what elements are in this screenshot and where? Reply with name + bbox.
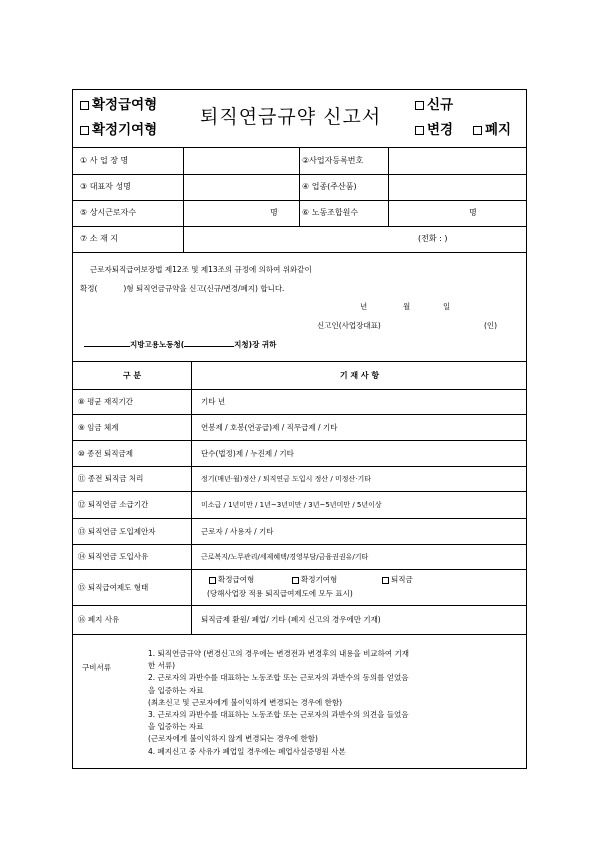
- divider: [73, 440, 526, 441]
- list-item: 한 서류): [148, 661, 176, 671]
- documents-list: [148, 648, 409, 758]
- divider: [191, 361, 192, 634]
- representative-label: ③ 대표자 성명: [80, 182, 131, 191]
- documents-label: 구비서류: [82, 663, 111, 672]
- list-item: 1. 퇴직연금규약 (변경신고의 경우에는 변경전과 변경후의 내용을 비교하여 기재: [148, 649, 409, 658]
- type-option-defined-contribution[interactable]: 확정기여형: [292, 576, 337, 584]
- checkbox[interactable]: [382, 577, 389, 584]
- row-label: ⑯ 폐지 사유: [78, 615, 120, 624]
- industry-label: ④ 업종(주산품): [302, 182, 357, 191]
- row-label: ⑭ 퇴직연금 도입사유: [78, 552, 149, 561]
- report-abolish-option[interactable]: 폐지: [473, 124, 511, 138]
- list-item: 을 입증하는 자료: [148, 722, 204, 732]
- checkbox[interactable]: [292, 577, 299, 584]
- list-item: 을 입증하는 자료: [148, 685, 204, 695]
- row-value: 정기(매년·월)정산 / 퇴직연금 도입시 정산 / 미정산·기타: [201, 474, 371, 483]
- checkbox[interactable]: [80, 101, 89, 110]
- date-month: 월: [403, 302, 411, 311]
- declaration-line1: 근로자퇴직급여보장법 제12조 및 제13조의 규정에 의하여 위와같이: [90, 265, 312, 274]
- row-label: ⑬ 퇴직연금 도입제안자: [78, 526, 156, 536]
- row-label: ⑪ 종전 퇴직금 처리: [78, 474, 144, 483]
- date-year: 년: [360, 302, 368, 311]
- divider: [299, 147, 300, 226]
- report-change-option[interactable]: 변경: [415, 124, 453, 138]
- row-label: ⑩ 종전 퇴직금제: [78, 448, 133, 458]
- column-details-header: 기 재 사 항: [339, 370, 380, 380]
- list-item: 2. 근로자의 과반수를 대표하는 노동조합 또는 근로자의 과반수의 동의를 얻었음: [148, 673, 409, 683]
- checkbox[interactable]: [209, 577, 216, 584]
- business-name-label: ① 사 업 장 명: [80, 156, 129, 165]
- row-label: ⑫ 퇴직연금 소급기간: [78, 500, 149, 509]
- report-new-option[interactable]: 신규: [415, 99, 453, 113]
- list-item: (최초신고 및 근로자에게 불이익하게 변경되는 경우에 한함): [148, 697, 343, 707]
- checkbox[interactable]: [415, 101, 424, 110]
- office-line: 지방고용노동청( 지청)장 귀하: [84, 339, 276, 349]
- row-value: 퇴직금제 환원/ 폐업/ 기타 (폐지 신고의 경우에만 기재): [201, 615, 381, 624]
- list-item: (근로자에게 불이익하지 않게 변경되는 경우에 한함): [148, 734, 318, 744]
- regular-workers-label: ⑤ 상시근로자수: [80, 208, 137, 217]
- divider: [73, 226, 526, 227]
- divider: [73, 252, 526, 253]
- row-label: ⑨ 임금 체계: [78, 422, 119, 432]
- checkbox[interactable]: [473, 126, 482, 135]
- row-label: ⑮ 퇴직급여제도 형태: [78, 582, 149, 592]
- address-label: ⑦ 소 재 지: [80, 234, 118, 243]
- union-members-unit: 명: [469, 208, 477, 217]
- business-reg-no-label: ②사업자등록번호: [302, 156, 364, 165]
- date-day: 일: [443, 302, 451, 311]
- declaration-line2: 확정( )형 퇴직연금규약을 신고(신규/변경/폐지) 합니다.: [80, 284, 285, 293]
- row-value: 기타 년: [201, 397, 226, 406]
- option-defined-benefit[interactable]: 확정급여형: [80, 99, 157, 113]
- type-note: (당해사업장 적용 퇴직급여제도에 모두 표시): [207, 589, 353, 598]
- row-label: ⑧ 평균 재직기간: [78, 397, 133, 406]
- divider: [388, 147, 389, 226]
- phone-field: (전화 : ): [418, 234, 448, 243]
- reporter-label: 신고인(사업장대표): [317, 321, 381, 330]
- type-option-defined-benefit[interactable]: 확정급여형: [209, 576, 254, 584]
- row-value: 근로자 / 사용자 / 기타: [201, 526, 274, 536]
- union-members-label: ⑥ 노동조합원수: [302, 208, 359, 217]
- type-option-severance[interactable]: 퇴직금: [382, 576, 413, 584]
- page-title: 퇴직연금규약 신고서: [200, 106, 382, 128]
- checkbox[interactable]: [415, 126, 424, 135]
- report-form: [72, 89, 527, 769]
- seal-label: (인): [484, 321, 498, 330]
- list-item: 3. 근로자의 과반수를 대표하는 노동조합 또는 근로자의 과반수의 의견을 들었음: [148, 710, 409, 720]
- column-category-header: 구 분: [122, 370, 142, 380]
- row-value: 연봉제 / 호봉(연공급)제 / 직무급제 / 기타: [201, 422, 338, 432]
- list-item: 4. 폐지신고 중 사유가 폐업일 경우에는 폐업사실증명원 사본: [148, 746, 346, 756]
- row-value: 근로복지/노무관리/세제혜택/경영부담/금융권권유/기타: [201, 552, 369, 561]
- divider: [73, 389, 526, 390]
- row-value: 단수(법정)제 / 누진제 / 기타: [201, 448, 294, 458]
- checkbox[interactable]: [80, 126, 89, 135]
- divider: [73, 634, 526, 635]
- option-defined-contribution[interactable]: 확정기여형: [80, 124, 157, 138]
- regular-workers-unit: 명: [270, 208, 278, 217]
- divider: [183, 147, 184, 252]
- row-value: 미소급 / 1년미만 / 1년~3년미만 / 3년~5년미만 / 5년이상: [201, 500, 382, 509]
